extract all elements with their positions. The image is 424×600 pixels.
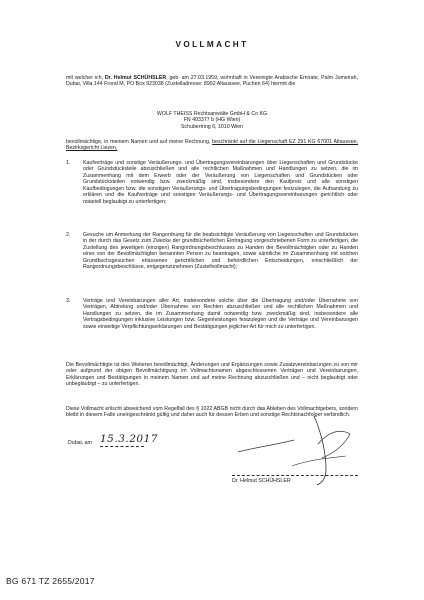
- validity-paragraph: Diese Vollmacht erlischt abweichend vom Regelfall des § 1022 ABGB nicht durch das Ableben des Vollmachtgebers, sondern bleibt in diesem Falle uneingeschränkt gültig und daher auch für dessen Erben und sonstige Rechtsnachfolger verbindlich.: [66, 406, 358, 419]
- firm-name: WOLF THEISS Rechtsanwälte GmbH & Co KG: [156, 111, 268, 117]
- amendments-paragraph: Die Bevollmächtigte ist des Weiteren bevollmächtigt, Änderungen und Ergänzungen sowie Zusatzvereinbarungen zu von mir oder aufgrund der obigen Bevollmächtigung im Vollmachtsnamen abgeschlossenen Verträgen und Vereinbarungen, Erklärungen und Bestätigungen in meinem Namen und auf meine Rechnung abzuschließen und – nicht beglaubigt oder unbeglaubigt – zu unterfertigen.: [66, 362, 358, 388]
- list-item-text: Kaufverträge und sonstige Veräußerungs- und Übertragungsvereinbarungen über Liegenschaften und Grundstücke oder Grundstücksteile abzuschließen und alle rechtlichen Maßnahmen und Handlungen zu setzen, die im Zusammenhang mit dem Erwerb oder der Veräußerung von Liegenschaften und Grundstücken oder Grundstücksteilen notwendig bzw. zweckmäßig sind, insbesondere den Kaufpreis und alle sonstigen Kaufbedingungen bzw. die sonstigen Veräußerungs- und Übertragungsbedingungen festzulegen, die Aufsandung zu erklären und die Kaufverträge und sonstigen Veräußerungs- und Übertragungsvereinbarungen gerichtlich oder notariell beglaubigt zu unterfertigen;: [83, 160, 358, 205]
- intro-paragraph: [66, 75, 358, 88]
- list-item-number: 1.: [66, 160, 71, 166]
- mandate-text: bevollmächtige, in meinem Namen und auf meine Rechnung,: [66, 139, 213, 145]
- signatory-name: Dr. Helmut SCHÜHSLER: [232, 478, 291, 484]
- date-line: [100, 446, 144, 447]
- document-title: VOLLMACHT: [175, 40, 249, 49]
- signature-line: [232, 475, 358, 476]
- mandate-scope: beschränkt auf die Liegenschaft EZ 291 KG 67001 Altaussee, Bezirksgericht Liezen,: [66, 139, 358, 152]
- list-item: [66, 298, 358, 330]
- firm-address: Schubertring 6, 1010 Wien: [180, 123, 244, 130]
- list-item-number: 3.: [66, 298, 71, 304]
- intro-rest: , geb. am 27.03.1959, wohnhaft in Vereinigte Arabische Emirate, Palm Jumeirah, Dubai, Villa 144 Frond M, PO Box 923038 (Zustelladresse: 8992 Altaussee, Puchen 64) hiermit die: [66, 75, 358, 88]
- list-item-text: Verträge und Vereinbarungen aller Art, insbesondere solche über die Übertragung und/oder Übernahme von Verträgen, Abtretung und/oder Übernahme von Rechten abzuschließen und alle rechtlichen Maßnahmen und Handlungen zu setzen, die im Zusammenhang damit notwendig bzw. zweckmäßig sind, insbesondere alle Vertragsbedingungen inklusive Leistungen bzw. Gegenleistungen festzulegen und die Verträge und Vereinbarungen sowie einseitige Verpflichtungserklärungen und Bestätigungen jeglicher Art für mich zu unterfertigen.: [83, 298, 358, 330]
- firm-register: FN 403377 b (HG Wien): [183, 117, 241, 124]
- intro-prefix: mit welcher ich,: [66, 75, 105, 81]
- list-item-text: Gesuche um Anmerkung der Rangordnung für die beabsichtigte Veräußerung von Liegenschaften und Grundstücken in der durch das Gesetz zum Zwecke der grundbücherlichen Eintragung vorgeschriebenen Form zu unterfertigen, die Zustellung des jeweiligen (einzigen) Rangordnungsbeschlusses zu Handen der Bevollmächtigten oder zu Handen einer von der Bevollmächtigten benannten Person zu beantragen, sowie sämtliche im Zusammenhang mit solchen Grundbuchsgesuchen erlassenen gerichtlichen und behördlichen Entscheidungen, einschließlich der Rangordnungsbeschlüsse, entgegenzunehmen (Zustellvollmacht);: [83, 232, 358, 271]
- list-item-number: 2.: [66, 232, 71, 238]
- mandate-paragraph: [66, 139, 358, 152]
- attorney-firm-block: [66, 111, 358, 130]
- handwritten-date: 15.3.2017: [100, 433, 158, 445]
- list-item: [66, 232, 358, 271]
- principal-name: Dr. Helmut SCHÜHSLER: [104, 75, 167, 81]
- list-item: [66, 160, 358, 205]
- place-label: Dubai, am: [68, 440, 92, 446]
- case-reference-stamp: BG 671 TZ 2655/2017: [6, 576, 95, 586]
